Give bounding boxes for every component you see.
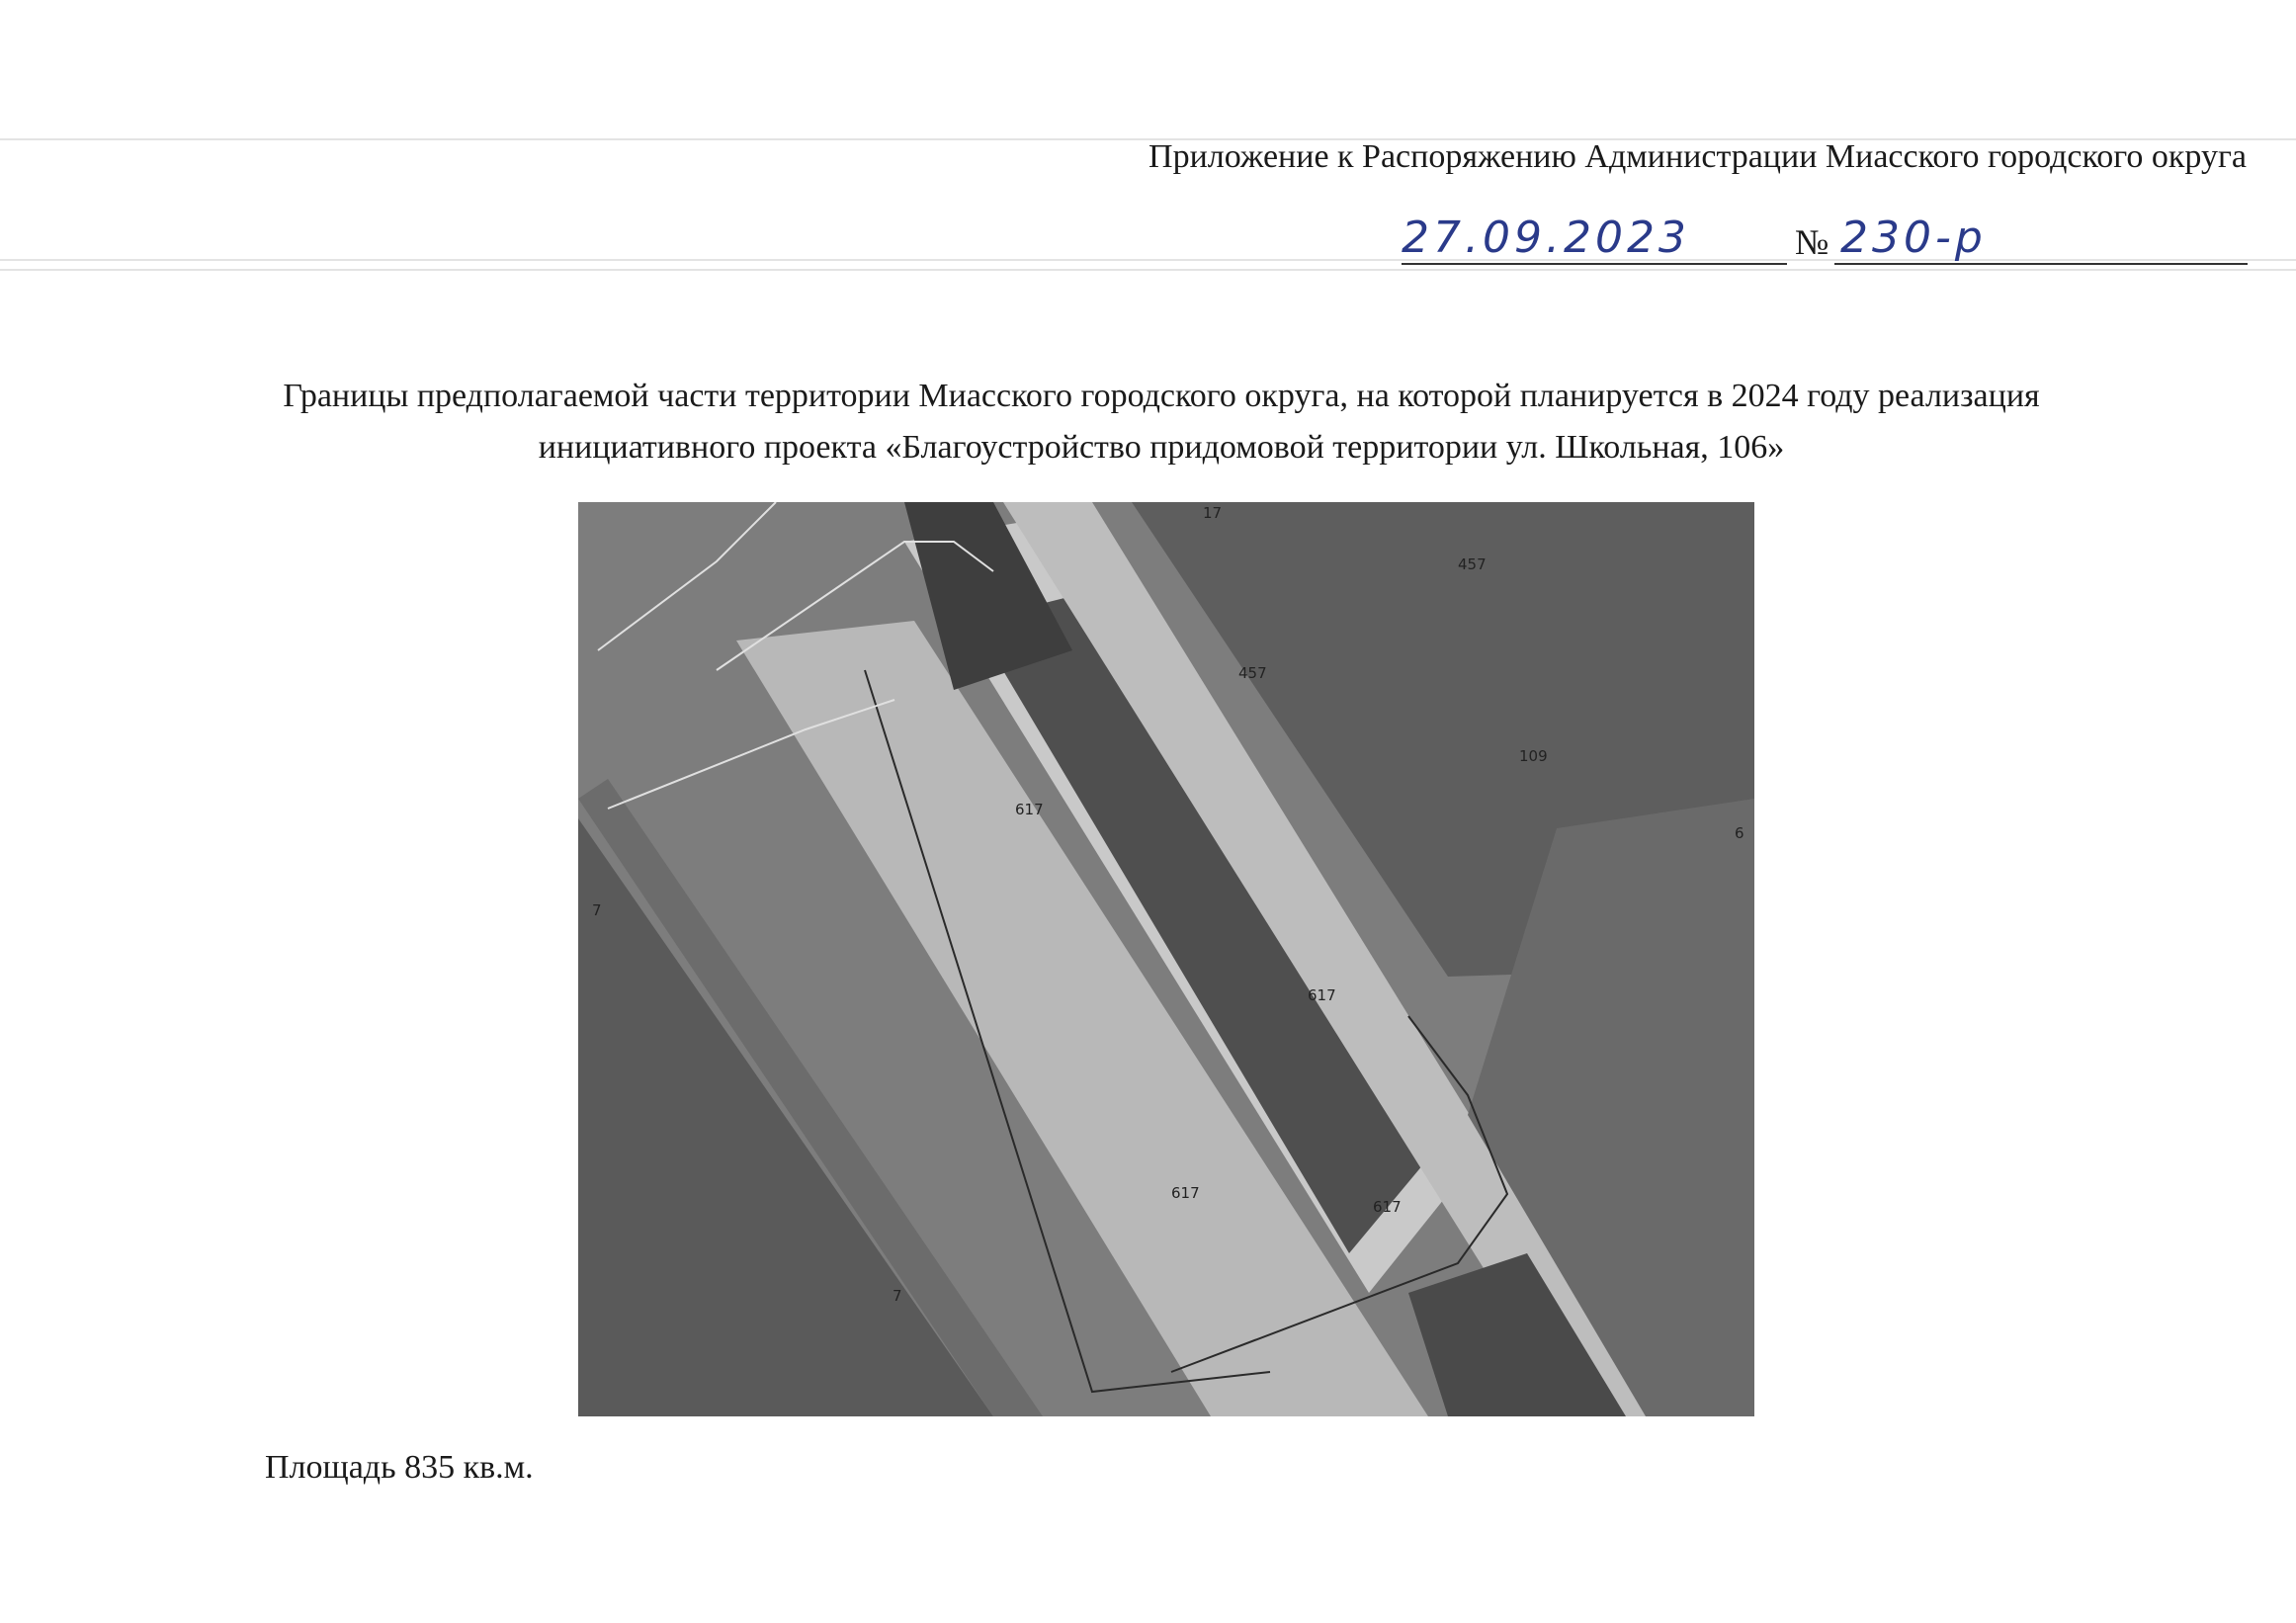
title-line-2: инициативного проекта «Благоустройство придомовой территории ул. Школьная, 106»: [538, 429, 1785, 466]
handwritten-date: 27.09.2023: [1402, 213, 1690, 263]
document-title: [128, 371, 2194, 473]
handwritten-number: 230-р: [1840, 213, 1987, 263]
map-label: 617: [1171, 1184, 1200, 1202]
map-label: 617: [1373, 1198, 1402, 1216]
map-label: 457: [1458, 555, 1487, 573]
number-field: [1834, 212, 2248, 265]
aerial-map-image: [578, 502, 1754, 1416]
area-value: Площадь 835 кв.м.: [265, 1449, 534, 1486]
aerial-map: [578, 502, 1754, 1416]
map-label: 7: [893, 1287, 902, 1305]
map-label: 7: [592, 901, 602, 919]
map-label: 617: [1015, 801, 1044, 818]
map-label: 6: [1735, 824, 1744, 842]
appendix-header: Приложение к Распоряжению Администрации Миасского городского округа: [1148, 138, 2247, 175]
map-label: 109: [1519, 747, 1548, 765]
scan-artifact-line: [0, 269, 2296, 271]
title-line-1: Границы предполагаемой части территории Миасского городского округа, на которой планируется в 2024 году реализация: [283, 378, 2040, 414]
number-sign: №: [1795, 222, 1829, 262]
map-label: 457: [1238, 664, 1267, 682]
date-field: [1402, 212, 1787, 265]
map-label: 617: [1308, 986, 1336, 1004]
map-label: 17: [1203, 504, 1223, 522]
